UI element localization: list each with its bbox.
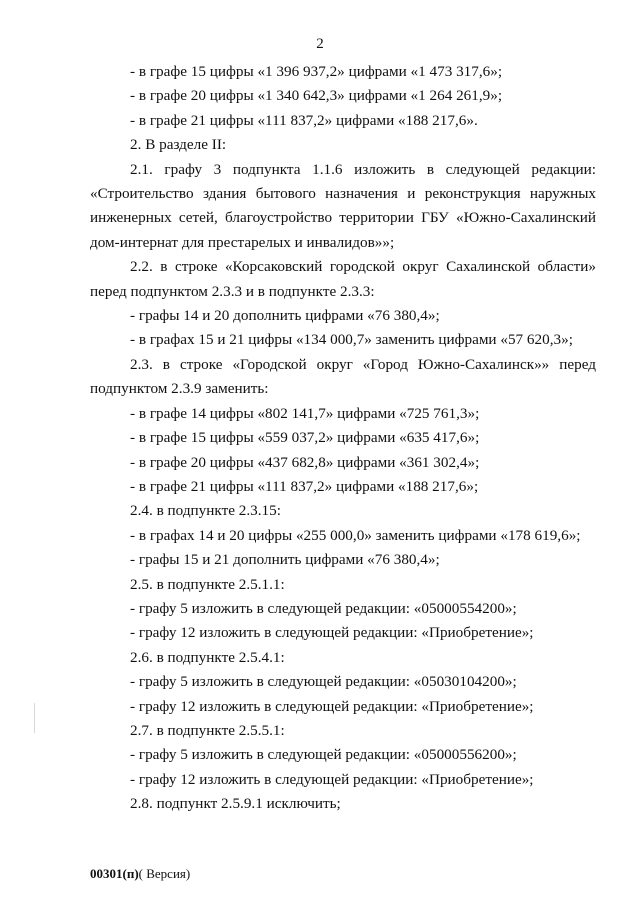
footer-code: 00301(п) bbox=[90, 866, 139, 881]
list-item: - графу 12 изложить в следующей редакции: «Приобретение»; bbox=[130, 770, 534, 788]
list-item: - в графе 14 цифры «802 141,7» цифрами «725 761,3»; bbox=[130, 404, 480, 422]
list-item: - графу 5 изложить в следующей редакции: «05000554200»; bbox=[130, 599, 517, 617]
section-heading: 2. В разделе II: bbox=[130, 136, 227, 154]
paragraph: 2.7. в подпункте 2.5.5.1: bbox=[130, 721, 285, 739]
list-item: - в графе 21 цифры «111 837,2» цифрами «188 217,6»; bbox=[130, 477, 479, 495]
paragraph: 2.4. в подпункте 2.3.15: bbox=[130, 502, 281, 520]
list-item: - в графах 15 и 21 цифры «134 000,7» заменить цифрами «57 620,3»; bbox=[130, 331, 573, 349]
list-item: - графу 12 изложить в следующей редакции: «Приобретение»; bbox=[130, 624, 534, 642]
paragraph: 2.8. подпункт 2.5.9.1 исключить; bbox=[130, 795, 341, 813]
paragraph: 2.3. в строке «Городской округ «Город Южно-Сахалинск»» перед подпунктом 2.3.9 заменить: bbox=[90, 355, 596, 398]
list-item: - графу 12 изложить в следующей редакции: «Приобретение»; bbox=[130, 697, 534, 715]
paragraph: 2.1. графу 3 подпункта 1.1.6 изложить в следующей редакции: «Строительство здания бытового назначения и реконструкция наружных инженерных сетей, благоустройство территории ГБУ «Южно-Сахалинский дом-интернат для престарелых и инвалидов»»; bbox=[90, 160, 596, 251]
footer-version: ( Версия) bbox=[138, 866, 191, 881]
paragraph: 2.2. в строке «Корсаковский городской округ Сахалинской области» перед подпунктом 2.3.3 и в подпункте 2.3.3: bbox=[90, 258, 596, 300]
list-item: - в графе 20 цифры «1 340 642,3» цифрами «1 264 261,9»; bbox=[130, 87, 503, 105]
document-body bbox=[90, 60, 596, 817]
list-item: - в графе 15 цифры «559 037,2» цифрами «635 417,6»; bbox=[130, 429, 480, 447]
list-item: - графу 5 изложить в следующей редакции: «05030104200»; bbox=[130, 673, 517, 691]
list-item: - графы 14 и 20 дополнить цифрами «76 380,4»; bbox=[130, 307, 440, 325]
scan-margin-mark bbox=[34, 703, 35, 733]
paragraph: 2.5. в подпункте 2.5.1.1: bbox=[130, 575, 285, 593]
list-item: - в графе 15 цифры «1 396 937,2» цифрами «1 473 317,6»; bbox=[130, 63, 503, 80]
list-item: - в графе 20 цифры «437 682,8» цифрами «361 302,4»; bbox=[130, 453, 480, 471]
document-footer bbox=[90, 866, 190, 882]
list-item: - графы 15 и 21 дополнить цифрами «76 380,4»; bbox=[130, 551, 440, 569]
list-item: - в графах 14 и 20 цифры «255 000,0» заменить цифрами «178 619,6»; bbox=[130, 526, 581, 544]
list-item: - графу 5 изложить в следующей редакции: «05000556200»; bbox=[130, 746, 517, 764]
list-item: - в графе 21 цифры «111 837,2» цифрами «188 217,6». bbox=[130, 111, 478, 129]
page-number: 2 bbox=[316, 36, 324, 52]
paragraph: 2.6. в подпункте 2.5.4.1: bbox=[130, 648, 285, 666]
